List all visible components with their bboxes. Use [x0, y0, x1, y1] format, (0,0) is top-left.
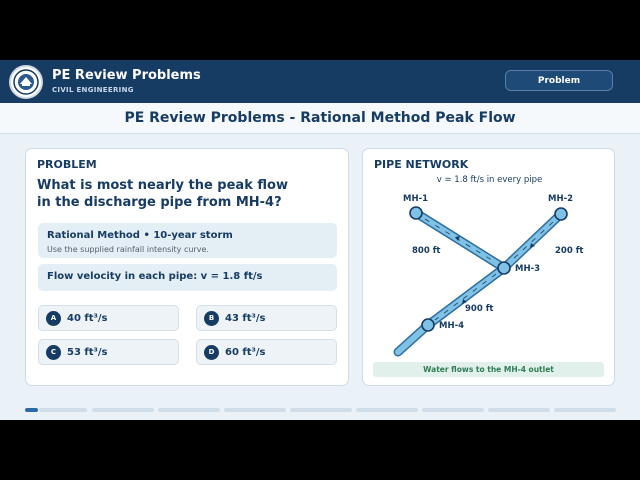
- progress-step: [92, 408, 154, 412]
- velocity-label: Flow velocity in each pipe: v = 1.8 ft/s: [47, 271, 263, 282]
- answer-option-a[interactable]: [38, 305, 179, 331]
- option-value: 53 ft³/s: [67, 346, 108, 358]
- pipe-mh2-mh3: [504, 214, 561, 268]
- network-subtitle: v = 1.8 ft/s in every pipe: [436, 175, 543, 185]
- progress-step: [488, 408, 550, 412]
- pipe-mh3-mh4: [428, 268, 504, 325]
- logo-emblem-icon: [13, 69, 39, 95]
- option-value: 40 ft³/s: [67, 312, 108, 324]
- app-title: PE Review Problems: [52, 68, 201, 83]
- page-title: PE Review Problems - Rational Method Peak Flow: [0, 103, 640, 134]
- option-value: 60 ft³/s: [225, 346, 266, 358]
- label-mh3: MH-3: [515, 264, 541, 274]
- progress-step: [356, 408, 418, 412]
- progress-step: [290, 408, 352, 412]
- label-mh4: MH-4: [439, 321, 465, 331]
- app-subtitle: CIVIL ENGINEERING: [52, 86, 134, 94]
- label-mh2: MH-2: [548, 194, 574, 204]
- label-length-200: 200 ft: [555, 246, 584, 256]
- answer-option-c[interactable]: [38, 339, 179, 365]
- progress-step: [224, 408, 286, 412]
- label-length-900: 900 ft: [465, 304, 494, 314]
- option-letter-badge: D: [204, 345, 219, 360]
- progress-step: [39, 408, 87, 412]
- pipe-network-card: [362, 148, 615, 386]
- label-length-800: 800 ft: [412, 246, 441, 256]
- top-bar: [0, 60, 640, 103]
- option-letter-badge: C: [46, 345, 61, 360]
- progress-step: [554, 408, 616, 412]
- progress-step: [158, 408, 220, 412]
- option-value: 43 ft³/s: [225, 312, 266, 324]
- app-frame: [0, 60, 640, 420]
- method-label: Rational Method • 10-year storm: [47, 230, 233, 241]
- problem-section-title: PROBLEM: [37, 158, 97, 171]
- outlet-note: Water flows to the MH-4 outlet: [373, 362, 604, 377]
- answer-option-d[interactable]: [196, 339, 337, 365]
- manhole-mh4[interactable]: [422, 319, 434, 331]
- method-info-box: [38, 223, 337, 258]
- answer-option-b[interactable]: [196, 305, 337, 331]
- manhole-mh3[interactable]: [498, 262, 510, 274]
- method-note: Use the supplied rainfall intensity curve.: [47, 245, 209, 254]
- logo: [9, 65, 43, 99]
- question-text: [37, 177, 337, 211]
- progress-step: [422, 408, 484, 412]
- velocity-info-box: [38, 264, 337, 291]
- pipe-mh1-mh3: [416, 213, 504, 268]
- problem-tab-button[interactable]: Problem: [505, 70, 613, 91]
- option-letter-badge: A: [46, 311, 61, 326]
- question-line-1: What is most nearly the peak flow: [37, 178, 288, 193]
- network-section-title: PIPE NETWORK: [374, 158, 469, 171]
- problem-card: [25, 148, 349, 386]
- manhole-mh1[interactable]: [410, 207, 422, 219]
- question-line-2: in the discharge pipe from MH-4?: [37, 195, 282, 210]
- option-letter-badge: B: [204, 311, 219, 326]
- progress-step-current: [25, 408, 38, 412]
- label-mh1: MH-1: [403, 194, 429, 204]
- manhole-mh2[interactable]: [555, 208, 567, 220]
